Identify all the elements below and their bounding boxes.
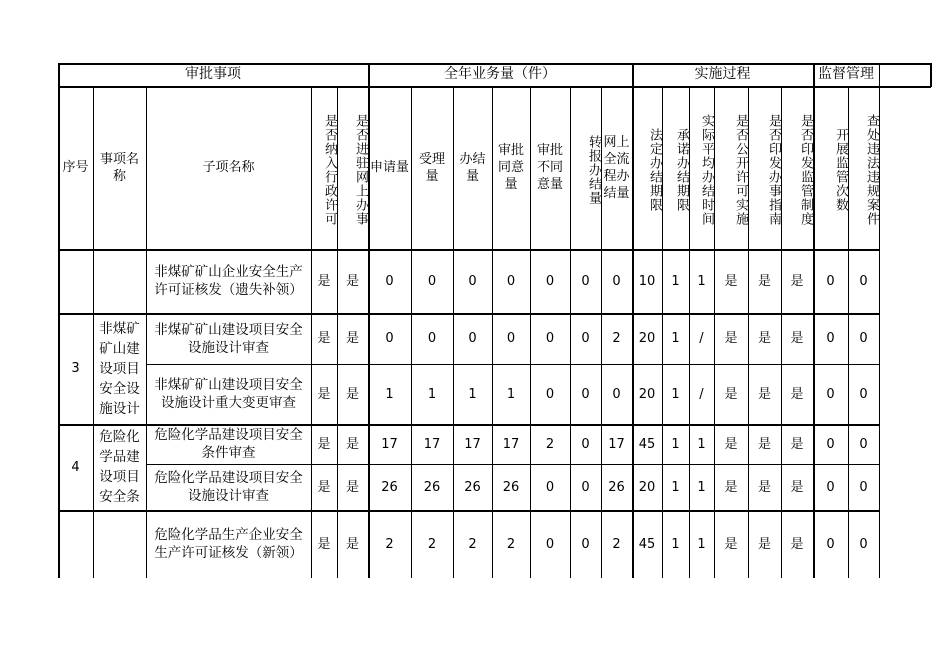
subitem-name: 非煤矿矿山建设项目安全设施设计重大变更审查: [146, 364, 311, 424]
table-cell: 1: [662, 313, 689, 364]
table-cell: 17: [492, 424, 530, 464]
table-cell: 是: [748, 364, 781, 424]
table-cell: 0: [848, 510, 879, 578]
table-cell: 是: [714, 464, 748, 510]
table-cell: 0: [601, 364, 632, 424]
table-cell: 0: [411, 313, 453, 364]
column-header: 法定办结期限: [632, 86, 662, 249]
table-cell: 17: [411, 424, 453, 464]
table-cell: /: [689, 313, 714, 364]
table-cell: 是: [781, 424, 813, 464]
table-cell: 0: [570, 510, 601, 578]
table-cell: 0: [813, 364, 848, 424]
column-header: 查处违法违规案件: [848, 86, 879, 249]
table-cell: 是: [311, 510, 337, 578]
column-header: 子项名称: [146, 86, 311, 249]
column-header: 开展监管次数: [813, 86, 848, 249]
table-cell: 0: [411, 249, 453, 313]
table-cell: 1: [662, 364, 689, 424]
table-cell: 是: [311, 313, 337, 364]
table-cell: 是: [337, 464, 368, 510]
table-cell: 是: [748, 510, 781, 578]
table-cell: 是: [337, 364, 368, 424]
table-cell: 0: [453, 249, 492, 313]
item-number: 3: [58, 313, 93, 424]
table-cell: 是: [337, 249, 368, 313]
table-cell: 1: [411, 364, 453, 424]
table-cell: 0: [848, 364, 879, 424]
table-cell: 0: [813, 249, 848, 313]
item-name: 危险化学品建设项目安全条: [93, 424, 146, 510]
table-cell: 20: [632, 364, 662, 424]
table-cell: 1: [662, 249, 689, 313]
table-cell: 17: [601, 424, 632, 464]
table-cell: 26: [368, 464, 411, 510]
column-header: 网上全流程办结量: [601, 86, 632, 249]
table-cell: 0: [530, 510, 570, 578]
group-header: 全年业务量（件）: [368, 63, 632, 86]
column-header: 办结量: [453, 86, 492, 249]
column-header: 是否进驻网上办事: [337, 86, 368, 249]
subitem-name: 非煤矿矿山企业安全生产许可证核发（遗失补领）: [146, 249, 311, 313]
subitem-name: 非煤矿矿山建设项目安全设施设计审查: [146, 313, 311, 364]
table-cell: 0: [570, 464, 601, 510]
subitem-name: 危险化学品建设项目安全设施设计审查: [146, 464, 311, 510]
table-cell: 0: [848, 424, 879, 464]
group-header: 审批事项: [58, 63, 368, 86]
table-cell: 是: [714, 249, 748, 313]
item-name: 非煤矿矿山建设项目安全设施设计: [93, 313, 146, 424]
column-header: 申请量: [368, 86, 411, 249]
table-cell: 0: [813, 510, 848, 578]
column-header: 审批不同意量: [530, 86, 570, 249]
table-cell: 是: [337, 313, 368, 364]
table-cell: 1: [368, 364, 411, 424]
column-header: 承诺办结期限: [662, 86, 689, 249]
table-cell: 是: [311, 249, 337, 313]
table-cell: 是: [781, 249, 813, 313]
table-cell: /: [689, 364, 714, 424]
table-cell: 0: [848, 313, 879, 364]
column-header: 是否印发监管制度: [781, 86, 813, 249]
column-header: 序号: [58, 86, 93, 249]
column-header: 是否公开许可实施: [714, 86, 748, 249]
table-cell: 是: [311, 424, 337, 464]
table-cell: 是: [714, 424, 748, 464]
table-cell: 是: [781, 364, 813, 424]
table-cell: 0: [848, 249, 879, 313]
table-cell: 1: [492, 364, 530, 424]
group-header: 实施过程: [632, 63, 813, 86]
table-cell: 0: [848, 464, 879, 510]
table-cell: 是: [714, 364, 748, 424]
table-cell: 0: [570, 364, 601, 424]
approval-statistics-table: [58, 63, 930, 578]
table-cell: 1: [689, 464, 714, 510]
table-cell: 0: [368, 249, 411, 313]
table-cell: 是: [714, 313, 748, 364]
table-cell: 0: [368, 313, 411, 364]
subitem-name: 危险化学品建设项目安全条件审查: [146, 424, 311, 464]
table-cell: 26: [411, 464, 453, 510]
table-cell: 是: [337, 424, 368, 464]
table-cell: 2: [368, 510, 411, 578]
table-cell: 是: [311, 464, 337, 510]
table-cell: 是: [311, 364, 337, 424]
table-cell: 1: [689, 249, 714, 313]
table-cell: 0: [813, 313, 848, 364]
table-cell: 是: [337, 510, 368, 578]
column-header: 实际平均办结时间: [689, 86, 714, 249]
column-header: 审批同意量: [492, 86, 530, 249]
table-cell: 是: [748, 313, 781, 364]
table-cell: 0: [813, 464, 848, 510]
table-cell: 0: [530, 249, 570, 313]
table-cell: 45: [632, 510, 662, 578]
table-cell: 2: [530, 424, 570, 464]
table-cell: 2: [492, 510, 530, 578]
table-cell: 是: [748, 249, 781, 313]
table-cell: 2: [453, 510, 492, 578]
table-cell: 是: [714, 510, 748, 578]
table-cell: 1: [662, 510, 689, 578]
table-cell: 1: [662, 424, 689, 464]
table-cell: 0: [530, 364, 570, 424]
table-cell: 0: [570, 424, 601, 464]
table-cell: 20: [632, 313, 662, 364]
column-header: 是否纳入行政许可: [311, 86, 337, 249]
table-cell: 1: [662, 464, 689, 510]
table-cell: 1: [453, 364, 492, 424]
table-cell: 2: [601, 510, 632, 578]
table-cell: 0: [570, 249, 601, 313]
table-cell: 是: [781, 464, 813, 510]
table-cell: 1: [689, 510, 714, 578]
table-cell: 0: [570, 313, 601, 364]
table-cell: 26: [453, 464, 492, 510]
table-cell: 是: [748, 464, 781, 510]
table-cell: 0: [492, 313, 530, 364]
table-cell: 是: [748, 424, 781, 464]
table-cell: 17: [453, 424, 492, 464]
column-header: 受理量: [411, 86, 453, 249]
item-number: 4: [58, 424, 93, 510]
subitem-name: 危险化学品生产企业安全生产许可证核发（新领）: [146, 510, 311, 578]
table-cell: 0: [601, 249, 632, 313]
table-cell: 2: [601, 313, 632, 364]
table-cell: 0: [813, 424, 848, 464]
table-cell: 17: [368, 424, 411, 464]
table-cell: 26: [492, 464, 530, 510]
column-header: 事项名称: [93, 86, 146, 249]
table-cell: 0: [530, 464, 570, 510]
table-cell: 是: [781, 313, 813, 364]
table-cell: 0: [530, 313, 570, 364]
table-cell: 2: [411, 510, 453, 578]
table-cell: 1: [689, 424, 714, 464]
column-header: 转报办结量: [570, 86, 601, 249]
table-cell: 0: [453, 313, 492, 364]
table-cell: 0: [492, 249, 530, 313]
table-cell: 45: [632, 424, 662, 464]
table-cell: 26: [601, 464, 632, 510]
table-cell: 是: [781, 510, 813, 578]
group-header: 监督管理: [813, 63, 879, 86]
column-header: 是否印发办事指南: [748, 86, 781, 249]
table-cell: 10: [632, 249, 662, 313]
table-cell: 20: [632, 464, 662, 510]
